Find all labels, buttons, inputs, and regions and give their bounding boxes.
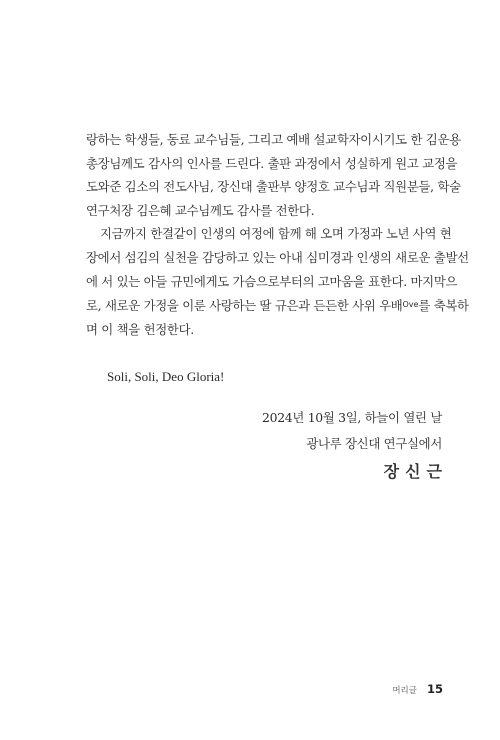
text-line: 지금까지 한결같이 인생의 여정에 함께 해 오며 가정과 노년 사역 현 xyxy=(100,226,452,242)
paragraph-acknowledgements xyxy=(86,128,461,222)
signature-place: 광나루 장신대 연구실에서 xyxy=(306,436,442,451)
page-number: 15 xyxy=(426,682,443,696)
text-line xyxy=(86,293,469,318)
running-head: 머리글 xyxy=(392,686,417,696)
text-fragment: 를 축복하 xyxy=(418,298,469,314)
text-line: 에 서 있는 아들 규민에게도 가슴으로부터의 고마움을 표한다. 마지막으 xyxy=(86,273,458,289)
text-line: 총장님께도 감사의 인사를 드린다. 출판 과정에서 성실하게 원고 교정을 xyxy=(86,155,458,171)
page-footer xyxy=(392,682,443,696)
signature-block xyxy=(262,405,448,487)
inline-name-superscript: Ove xyxy=(402,300,419,310)
text-line: 며 이 책을 헌정한다. xyxy=(86,321,194,337)
preface-body xyxy=(86,128,469,341)
text-line: 연구처장 김은혜 교수님께도 감사를 전한다. xyxy=(86,202,315,218)
paragraph-family-dedication xyxy=(86,222,469,341)
text-line: 랑하는 학생들, 동료 교수님들, 그리고 예배 설교학자이시기도 한 김운용 xyxy=(86,132,461,147)
signature-date: 2024년 10월 3일, 하늘이 열린 날 xyxy=(262,410,442,425)
latin-motto: Soli, Soli, Deo Gloria! xyxy=(107,369,225,384)
text-fragment: 로, 새로운 가정을 이룬 사랑하는 딸 규은과 든든한 사위 우배 xyxy=(86,298,403,314)
author-name: 장신근 xyxy=(383,462,448,481)
text-line: 도와준 김소의 전도사님, 장신대 출판부 양정호 교수님과 직원분들, 학술 xyxy=(86,179,461,195)
text-line: 장에서 섬김의 실천을 감당하고 있는 아내 심미경과 인생의 새로운 출발선 xyxy=(86,249,469,265)
